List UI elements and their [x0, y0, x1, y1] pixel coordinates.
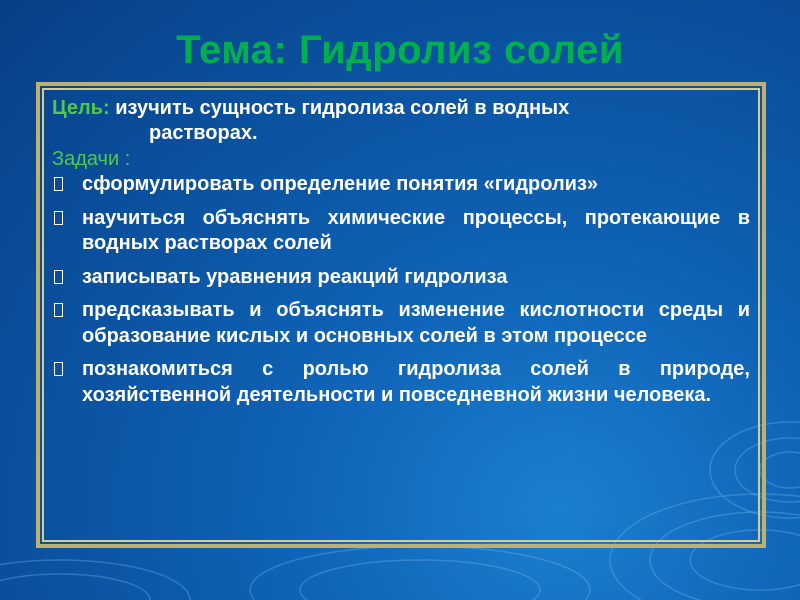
- task-item: [52, 206, 750, 257]
- task-item: [52, 172, 750, 198]
- task-text: научиться объяснять химические процессы, протекающие в водных растворах солей: [82, 206, 750, 254]
- tasks-label: Задачи :: [52, 148, 131, 170]
- goal-line: [52, 96, 750, 121]
- bullet-icon: [54, 270, 63, 284]
- content-frame-inner: [42, 88, 760, 542]
- bullet-icon: [54, 362, 63, 376]
- goal-label: Цель:: [52, 97, 110, 119]
- task-text: познакомиться с ролью гидролиза солей в природе, хозяйственной деятельности и повседневной жизни человека.: [82, 358, 750, 406]
- task-item: [52, 357, 750, 408]
- task-text: предсказывать и объяснять изменение кислотности среды и образование кислых и основных солей в этом процессе: [82, 299, 750, 347]
- goal-text: изучить сущность гидролиза солей в водных: [115, 97, 570, 119]
- task-text: записывать уравнения реакций гидролиза: [82, 265, 508, 288]
- task-text: сформулировать определение понятия «гидролиз»: [82, 173, 599, 195]
- bullet-icon: [54, 211, 63, 225]
- goal-text-continued: растворах.: [149, 122, 258, 144]
- task-item: [52, 298, 750, 349]
- tasks-list: [52, 172, 750, 408]
- bullet-icon: [54, 303, 63, 317]
- bullet-icon: [54, 177, 63, 191]
- content-frame: [36, 82, 766, 548]
- task-item: [52, 265, 750, 291]
- slide-title: Тема: Гидролиз солей: [176, 28, 624, 72]
